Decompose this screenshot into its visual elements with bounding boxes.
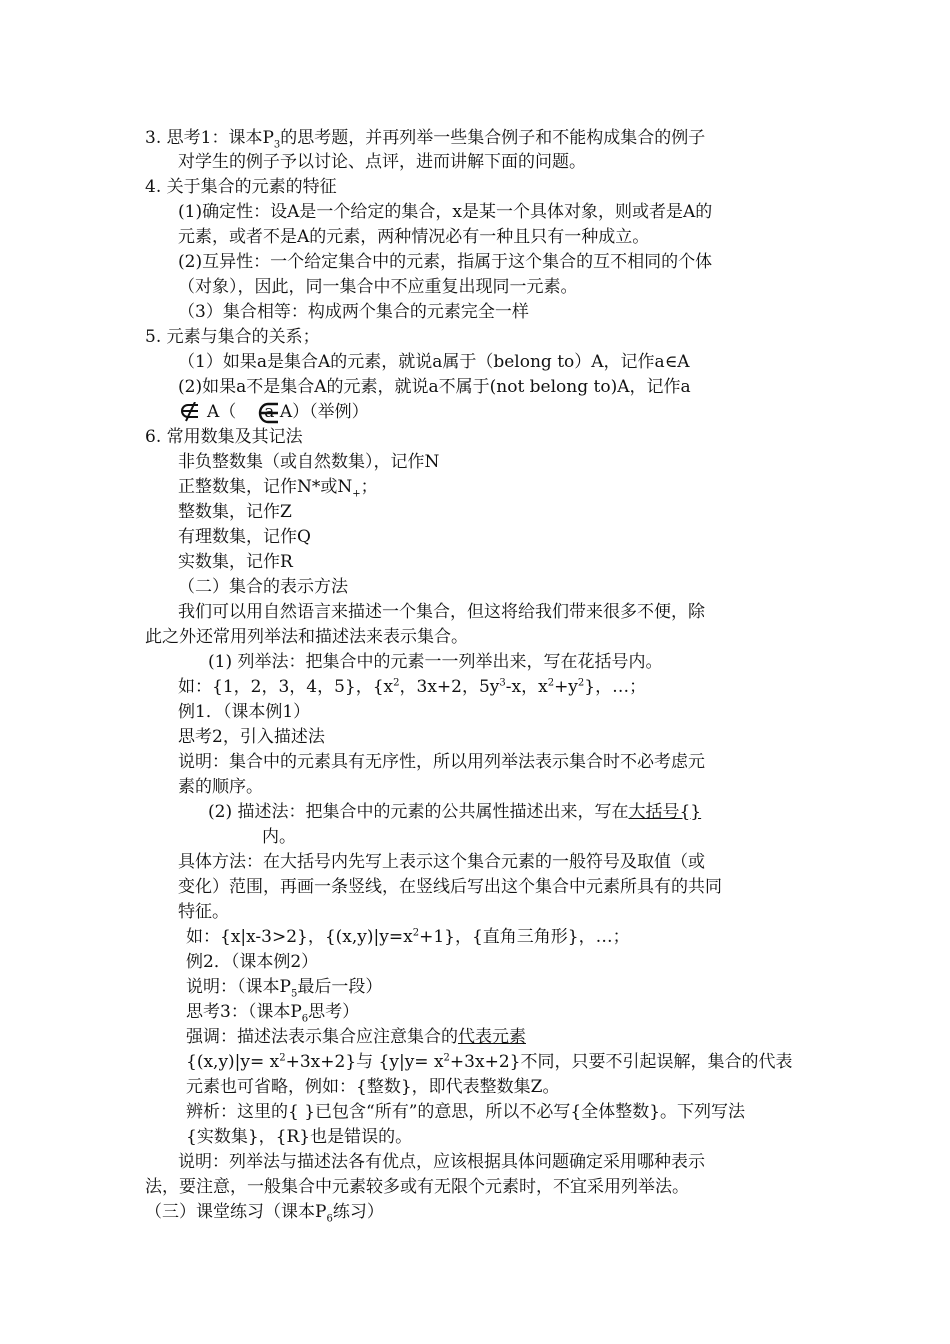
text-line: 如：{1，2，3，4，5}，{$x^2$，3x+2，$5y^3-x$，$x^2+y^2$}，…；	[178, 677, 647, 697]
text-line: 有理数集，记作Q	[178, 527, 311, 547]
text-line: 思考2，引入描述法	[178, 727, 325, 747]
text-line: $\{(x,y)|y= x^2+3x+2\}$与 $\{y|y= x^2+3x+2\}$不同，只要不引起误解，集合的代表	[186, 1052, 793, 1072]
text-line: 元素，或者不是A的元素，两种情况必有一种且只有一种成立。	[178, 227, 650, 247]
text-line: (1) 列举法：把集合中的元素一一列举出来，写在花括号内。	[208, 652, 663, 672]
text-line: 3. 思考1：课本$P_3$的思考题，并再列举一些集合例子和不能构成集合的例子	[145, 128, 706, 151]
text-line: 内。	[262, 827, 296, 847]
text-line: (2)如果a不是集合A的元素，就说a不属于(not belong to)A，记作a	[178, 377, 691, 397]
text-line: 正整数集，记作N*或$N_+$；	[178, 477, 378, 500]
text-line: （3）集合相等：构成两个集合的元素完全一样	[178, 302, 529, 322]
text-line: (2) 描述法：把集合中的元素的公共属性描述出来，写在大括号{}	[208, 802, 702, 822]
element-of-symbol	[256, 398, 282, 428]
text-line: 此之外还常用列举法和描述法来表示集合。	[145, 627, 468, 647]
not-in-symbol	[178, 402, 204, 422]
text-line: 思考3：（课本$P_6$思考）	[186, 1002, 360, 1025]
text-line: 说明：（课本$P_5$最后一段）	[186, 977, 383, 1000]
text-line: {实数集}，{R}也是错误的。	[186, 1127, 413, 1147]
text-line: (2)互异性：一个给定集合中的元素，指属于这个集合的互不相同的个体	[178, 252, 713, 272]
text-line: 非负整数集（或自然数集），记作N	[178, 452, 440, 472]
section-heading: （二）集合的表示方法	[178, 577, 348, 597]
text-line: 变化）范围，再画一条竖线，在竖线后写出这个集合中元素所具有的共同	[178, 877, 722, 897]
text-line: 元素也可省略，例如：{整数}，即代表整数集Z。	[186, 1077, 560, 1097]
text-line: 如：{x|x-3>2}，$\{(x,y)|y=x^2+1\}$，{直角三角形}，…；	[186, 927, 630, 947]
text-line: 6. 常用数集及其记法	[145, 427, 303, 447]
text-line: 我们可以用自然语言来描述一个集合，但这将给我们带来很多不便，除	[178, 602, 705, 622]
text-line: 说明：集合中的元素具有无序性，所以用列举法表示集合时不必考虑元	[178, 752, 705, 772]
text-line: （1）如果a是集合A的元素，就说a属于（belong to）A，记作a∈A	[178, 352, 690, 372]
text-line: 例2．（课本例2）	[186, 952, 319, 972]
text-line: A（ a A）（举例）	[207, 402, 369, 422]
text-line: 4. 关于集合的元素的特征	[145, 177, 337, 197]
section-heading: （三）课堂练习（课本$P_6$练习）	[145, 1202, 384, 1225]
text-line: 素的顺序。	[178, 777, 263, 797]
text-line: 特征。	[178, 902, 229, 922]
text-line: 对学生的例子予以讨论、点评，进而讲解下面的问题。	[178, 152, 586, 172]
text-line: 法，要注意，一般集合中元素较多或有无限个元素时，不宜采用列举法。	[145, 1177, 689, 1197]
text-line: 强调：描述法表示集合应注意集合的代表元素	[186, 1027, 526, 1047]
text-line: 实数集，记作R	[178, 552, 293, 572]
text-line: 整数集，记作Z	[178, 502, 292, 522]
text-line: 说明：列举法与描述法各有优点，应该根据具体问题确定采用哪种表示	[178, 1152, 705, 1172]
text-line: （对象），因此，同一集合中不应重复出现同一元素。	[178, 277, 578, 297]
text-line: 辨析：这里的{ }已包含“所有”的意思，所以不必写{全体整数}。下列写法	[186, 1102, 746, 1122]
text-line: 5. 元素与集合的关系；	[145, 327, 320, 347]
text-line: (1)确定性：设A是一个给定的集合，x是某一个具体对象，则或者是A的	[178, 202, 713, 222]
text-line: 具体方法：在大括号内先写上表示这个集合元素的一般符号及取值（或	[178, 852, 705, 872]
text-line: 例1．（课本例1）	[178, 702, 311, 722]
